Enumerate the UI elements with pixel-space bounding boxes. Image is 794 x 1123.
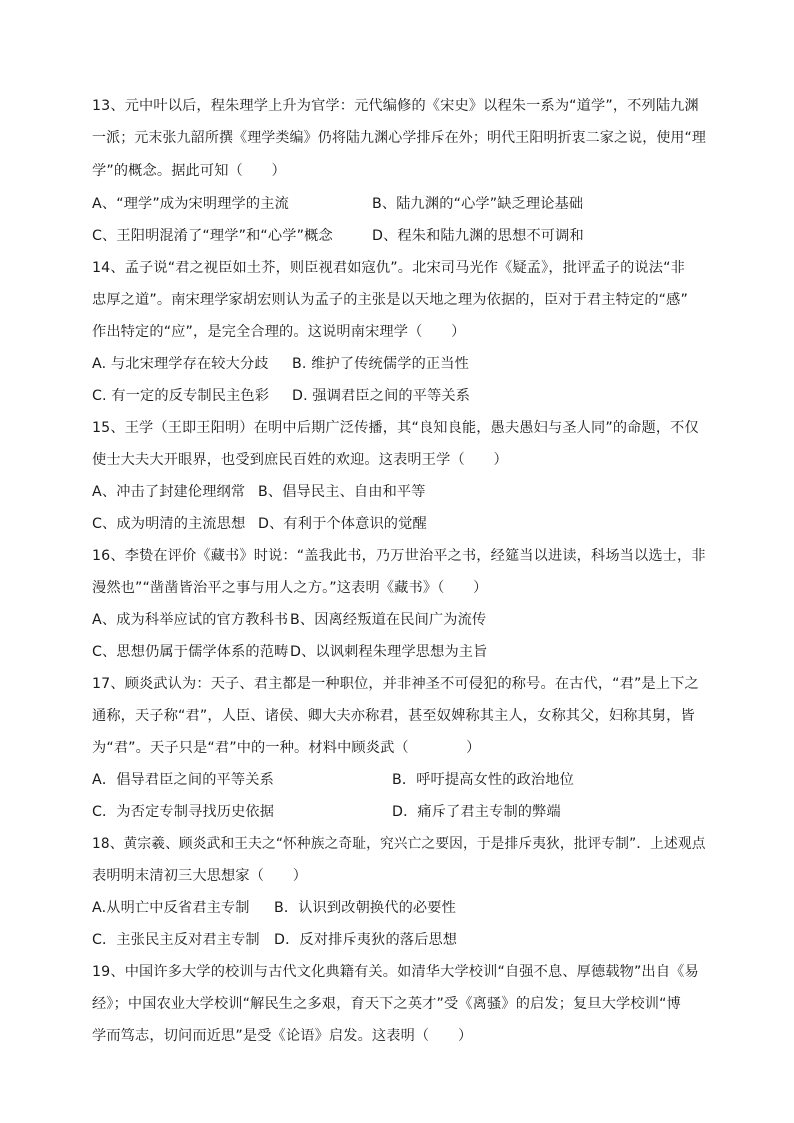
question-19-line-3: 学而笃志，切问而近思”是受《论语》启发。这表明（ ） <box>92 1028 473 1044</box>
question-17-line-3: 为“君”。天子只是“君”中的一种。材料中顾炎武（ ） <box>92 740 481 756</box>
question-13-option-a: A、“理学”成为宋明理学的主流 <box>92 196 289 212</box>
question-16-option-d: D、以讽刺程朱理学思想为主旨 <box>290 644 488 660</box>
question-15-option-b: B、倡导民主、自由和平等 <box>258 484 426 500</box>
question-19-line-2: 经》；中国农业大学校训“解民生之多艰，育天下之英才”受《离骚》的启发；复旦大学校训“博 <box>92 996 681 1012</box>
question-17-option-b: B．呼吁提高女性的政治地位 <box>392 772 574 788</box>
question-15-option-a: A、冲击了封建伦理纲常 <box>92 484 246 500</box>
question-18-option-a: A.从明亡中反省君主专制 <box>92 900 250 916</box>
question-15-option-c: C、成为明清的主流思想 <box>92 516 246 532</box>
question-13-line-1: 13、元中叶以后，程朱理学上升为官学：元代编修的《宋史》以程朱一系为“道学”，不列陆九渊 <box>92 98 699 114</box>
question-14-option-c: C. 有一定的反专制民主色彩 <box>92 388 270 404</box>
question-16-option-a: A、成为科举应试的官方教科书 <box>92 612 289 628</box>
question-16-option-c: C、思想仍属于儒学体系的范畴 <box>92 644 289 660</box>
question-18-option-b: B．认识到改朝换代的必要性 <box>274 900 456 916</box>
question-13-option-c: C、王阳明混淆了“理学”和“心学”概念 <box>92 228 333 244</box>
question-14-line-1: 14、孟子说“君之视臣如土芥，则臣视君如寇仇”。北宋司马光作《疑孟》，批评孟子的说法“非 <box>92 260 685 276</box>
question-17-line-2: 通称，天子称“君”，人臣、诸侯、卿大夫亦称君，甚至奴婢称其主人，女称其父，妇称其舅，皆 <box>92 708 695 724</box>
question-15-option-d: D、有利于个体意识的觉醒 <box>258 516 427 532</box>
question-13-option-d: D、程朱和陆九渊的思想不可调和 <box>372 228 584 244</box>
question-13-option-b: B、陆九渊的“心学”缺乏理论基础 <box>372 196 584 212</box>
question-17-line-1: 17、顾炎武认为：天子、君主都是一种职位，并非神圣不可侵犯的称号。在古代，“君”是上下之 <box>92 676 699 692</box>
question-16-line-2: 漫然也”“凿凿皆治平之事与用人之方。”这表明《藏书》（ ） <box>92 580 488 596</box>
question-19-line-1: 19、中国许多大学的校训与古代文化典籍有关。如清华大学校训“自强不息、厚德载物”出自《易 <box>92 964 699 980</box>
question-14-option-b: B. 维护了传统儒学的正当性 <box>292 356 469 372</box>
question-14-line-2: 忠厚之道”。南宋理学家胡宏则认为孟子的主张是以天地之理为依据的，臣对于君主特定的“感” <box>92 292 689 308</box>
question-16-line-1: 16、李贽在评价《藏书》时说：“盖我此书，乃万世治平之书，经筵当以进读，科场当以选士，非 <box>92 548 706 564</box>
question-17-option-d: D．痛斥了君主专制的弊端 <box>392 804 561 820</box>
question-17-option-a: A．倡导君臣之间的平等关系 <box>92 772 274 788</box>
question-17-option-c: C．为否定专制寻找历史依据 <box>92 804 275 820</box>
question-16-option-b: B、因离经叛道在民间广为流传 <box>290 612 487 628</box>
question-15-line-1: 15、王学（王即王阳明）在明中后期广泛传播，其“良知良能，愚夫愚妇与圣人同”的命题，不仅 <box>92 420 699 436</box>
question-18-line-1: 18、黄宗羲、顾炎武和王夫之“怀种族之奇耻，究兴亡之要因，于是排斥夷狄，批评专制”．上述观点 <box>92 836 706 852</box>
question-14-option-a: A. 与北宋理学存在较大分歧 <box>92 356 269 372</box>
question-18-option-d: D．反对排斥夷狄的落后思想 <box>274 932 458 948</box>
question-14-line-3: 作出特定的“应”，是完全合理的。这说明南宋理学（ ） <box>92 324 466 340</box>
question-14-option-d: D. 强调君臣之间的平等关系 <box>292 388 471 404</box>
question-13-line-2: 一派；元末张九韶所撰《理学类编》仍将陆九渊心学排斥在外；明代王阳明折衷二家之说，使用“理 <box>92 130 707 146</box>
question-13-line-3: 学”的概念。据此可知（ ） <box>92 163 286 179</box>
question-18-option-c: C．主张民主反对君主专制 <box>92 932 260 948</box>
question-18-line-2: 表明明末清初三大思想家（ ） <box>92 868 308 884</box>
question-15-line-2: 使士大夫大开眼界，也受到庶民百姓的欢迎。这表明王学（ ） <box>92 452 508 468</box>
